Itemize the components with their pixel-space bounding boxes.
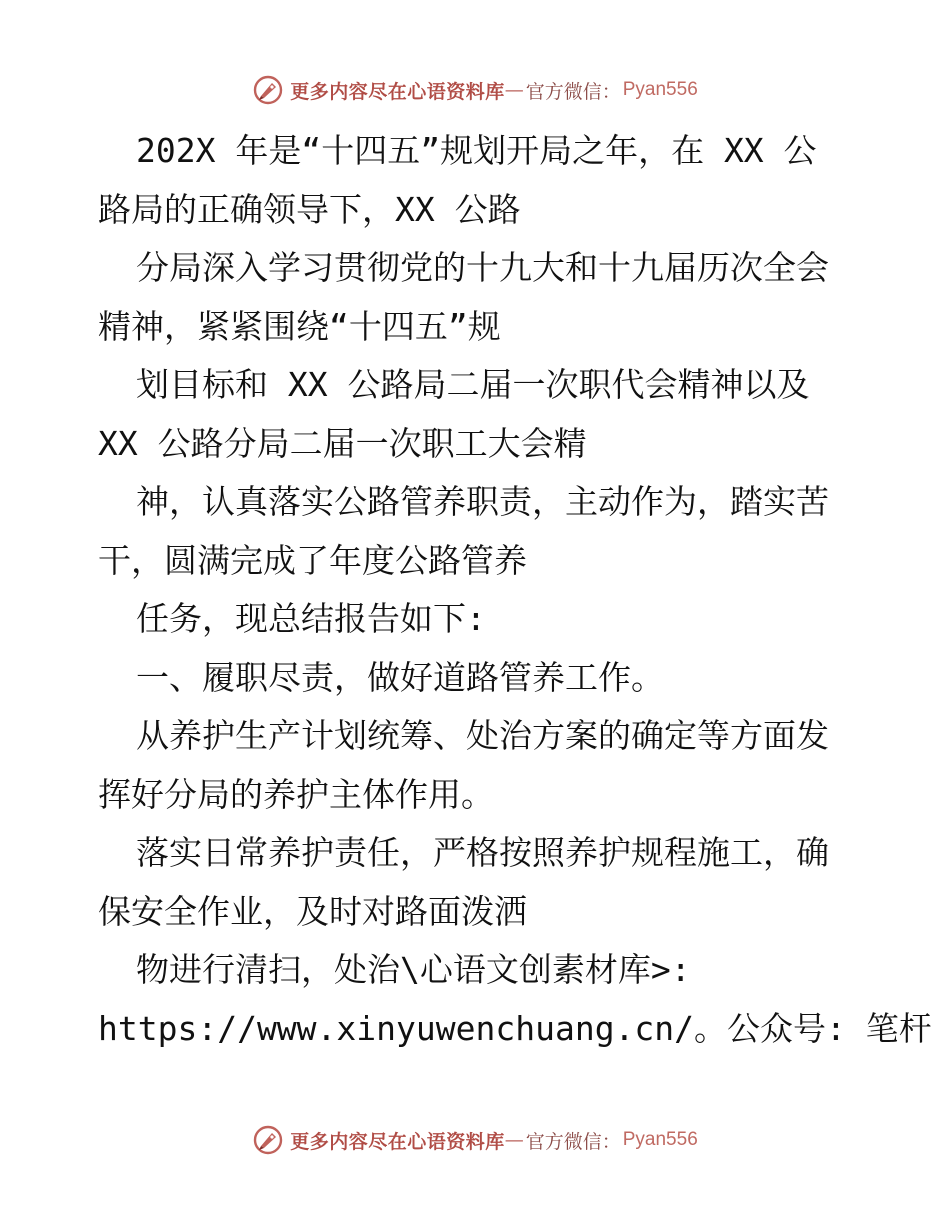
body-line: 划目标和 XX 公路局二届一次职代会精神以及: [136, 365, 810, 404]
banner-dash: —: [504, 1129, 524, 1151]
body-line: 挥好分局的养护主体作用。: [98, 774, 494, 814]
banner-wechat-id: Pyan556: [622, 79, 698, 100]
body-line: 精神，紧紧围绕“十四五”规: [98, 306, 501, 346]
body-line: 干，圆满完成了年度公路管养: [98, 540, 527, 580]
body-line: 神，认真落实公路管养职责，主动作为，踏实苦: [136, 482, 829, 521]
document-body: [98, 122, 932, 1058]
body-line: XX 公路分局二届一次职工大会精: [98, 423, 587, 463]
body-line: 202X 年是“十四五”规划开局之年，在 XX 公: [136, 131, 817, 170]
body-line: 物进行清扫，处治\心语文创素材库>:: [136, 950, 691, 989]
body-line-url: https://www.xinyuwenchuang.cn/。公众号: 笔杆: [98, 1008, 932, 1048]
banner-dash: —: [504, 79, 524, 101]
body-line: 从养护生产计划统筹、处治方案的确定等方面发: [136, 716, 829, 755]
banner-wechat-id: Pyan556: [622, 1129, 698, 1150]
section-heading: 一、履职尽责，做好道路管养工作。: [136, 657, 664, 697]
body-line: 任务，现总结报告如下:: [136, 599, 486, 638]
body-line: 落实日常养护责任，严格按照养护规程施工，确: [136, 833, 829, 872]
banner-brand-text: 更多内容尽在心语资料库: [290, 80, 505, 103]
banner-wechat-label: 官方微信：: [525, 1130, 621, 1153]
header-banner[interactable]: [0, 70, 950, 110]
body-line: 分局深入学习贯彻党的十九大和十九届历次全会: [136, 248, 829, 287]
body-line: 保安全作业，及时对路面泼洒: [98, 891, 527, 931]
footer-banner[interactable]: [0, 1120, 950, 1160]
pen-nib-logo-icon: [252, 1124, 284, 1156]
banner-brand-text: 更多内容尽在心语资料库: [290, 1130, 505, 1153]
pen-nib-logo-icon: [252, 74, 284, 106]
body-line: 路局的正确领导下，XX 公路: [98, 189, 521, 229]
banner-wechat-label: 官方微信：: [525, 80, 621, 103]
